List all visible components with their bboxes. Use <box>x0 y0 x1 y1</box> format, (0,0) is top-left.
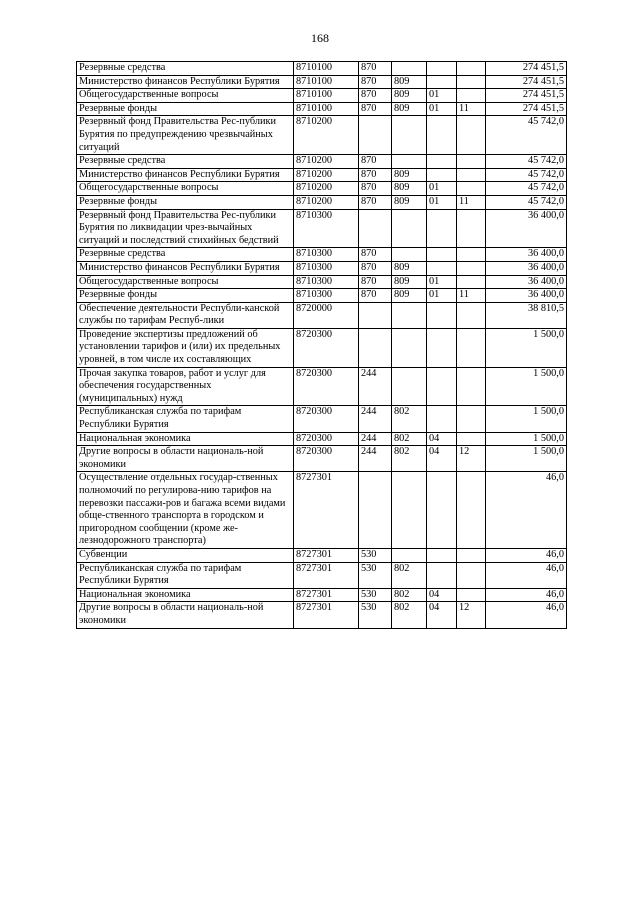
table-row <box>77 275 567 289</box>
ministry-code-cell: 802 <box>392 406 427 432</box>
row-name-cell: Резервные средства <box>77 62 294 76</box>
table-row <box>77 328 567 367</box>
table-row <box>77 446 567 472</box>
subsection-cell <box>457 209 486 248</box>
section-cell <box>427 548 457 562</box>
row-name-cell: Проведение экспертизы предложений об установлении тарифов и (или) их предельных уровней, в том числе их составляющих <box>77 328 294 367</box>
amount-cell: 36 400,0 <box>486 209 567 248</box>
amount-cell: 45 742,0 <box>486 116 567 155</box>
table-row <box>77 562 567 588</box>
table-row <box>77 89 567 103</box>
ministry-code-cell: 809 <box>392 75 427 89</box>
section-cell <box>427 261 457 275</box>
target-article-cell: 8710300 <box>294 261 359 275</box>
table-row <box>77 406 567 432</box>
section-cell <box>427 328 457 367</box>
section-cell: 01 <box>427 289 457 303</box>
expense-type-cell: 870 <box>359 248 392 262</box>
subsection-cell <box>457 367 486 406</box>
expense-type-cell: 870 <box>359 62 392 76</box>
table-row <box>77 367 567 406</box>
ministry-code-cell <box>392 62 427 76</box>
section-cell <box>427 75 457 89</box>
target-article-cell: 8710100 <box>294 62 359 76</box>
subsection-cell <box>457 302 486 328</box>
table-row <box>77 102 567 116</box>
expense-type-cell: 244 <box>359 432 392 446</box>
row-name-cell: Субвенции <box>77 548 294 562</box>
ministry-code-cell <box>392 328 427 367</box>
subsection-cell <box>457 328 486 367</box>
target-article-cell: 8727301 <box>294 472 359 549</box>
row-name-cell: Резервные фонды <box>77 289 294 303</box>
expense-type-cell: 244 <box>359 406 392 432</box>
row-name-cell: Республиканская служба по тарифам Республики Бурятия <box>77 562 294 588</box>
row-name-cell: Резервный фонд Правительства Рес-публики Бурятия по ликвидации чрез-вычайных ситуаций и последствий стихийных бедствий <box>77 209 294 248</box>
table-row <box>77 62 567 76</box>
subsection-cell <box>457 432 486 446</box>
expense-type-cell <box>359 328 392 367</box>
target-article-cell: 8720300 <box>294 406 359 432</box>
subsection-cell <box>457 75 486 89</box>
amount-cell: 1 500,0 <box>486 406 567 432</box>
amount-cell: 38 810,5 <box>486 302 567 328</box>
expense-type-cell: 870 <box>359 155 392 169</box>
expense-type-cell: 870 <box>359 275 392 289</box>
amount-cell: 274 451,5 <box>486 89 567 103</box>
expense-type-cell: 870 <box>359 168 392 182</box>
ministry-code-cell <box>392 472 427 549</box>
target-article-cell: 8720300 <box>294 328 359 367</box>
target-article-cell: 8710300 <box>294 209 359 248</box>
amount-cell: 36 400,0 <box>486 261 567 275</box>
expense-type-cell: 530 <box>359 562 392 588</box>
target-article-cell: 8727301 <box>294 548 359 562</box>
row-name-cell: Общегосударственные вопросы <box>77 182 294 196</box>
section-cell: 01 <box>427 195 457 209</box>
table-row <box>77 182 567 196</box>
expense-type-cell: 530 <box>359 548 392 562</box>
ministry-code-cell: 809 <box>392 195 427 209</box>
ministry-code-cell: 802 <box>392 602 427 628</box>
row-name-cell: Министерство финансов Республики Бурятия <box>77 75 294 89</box>
ministry-code-cell <box>392 302 427 328</box>
table-row <box>77 289 567 303</box>
subsection-cell <box>457 562 486 588</box>
expense-type-cell: 870 <box>359 102 392 116</box>
section-cell: 01 <box>427 182 457 196</box>
table-row <box>77 602 567 628</box>
ministry-code-cell <box>392 367 427 406</box>
table-row <box>77 472 567 549</box>
amount-cell: 46,0 <box>486 472 567 549</box>
expense-type-cell: 244 <box>359 367 392 406</box>
subsection-cell <box>457 116 486 155</box>
row-name-cell: Национальная экономика <box>77 588 294 602</box>
ministry-code-cell: 809 <box>392 168 427 182</box>
section-cell <box>427 209 457 248</box>
row-name-cell: Прочая закупка товаров, работ и услуг для обеспечения государственных (муниципальных) нужд <box>77 367 294 406</box>
amount-cell: 36 400,0 <box>486 289 567 303</box>
expense-type-cell <box>359 302 392 328</box>
expense-type-cell: 870 <box>359 261 392 275</box>
row-name-cell: Национальная экономика <box>77 432 294 446</box>
expense-type-cell <box>359 472 392 549</box>
subsection-cell <box>457 155 486 169</box>
table-row <box>77 168 567 182</box>
amount-cell: 45 742,0 <box>486 168 567 182</box>
section-cell: 01 <box>427 275 457 289</box>
subsection-cell: 11 <box>457 289 486 303</box>
amount-cell: 46,0 <box>486 548 567 562</box>
target-article-cell: 8720300 <box>294 367 359 406</box>
target-article-cell: 8727301 <box>294 602 359 628</box>
section-cell <box>427 406 457 432</box>
section-cell: 04 <box>427 588 457 602</box>
subsection-cell: 11 <box>457 195 486 209</box>
ministry-code-cell <box>392 155 427 169</box>
row-name-cell: Резервные фонды <box>77 102 294 116</box>
expense-type-cell: 244 <box>359 446 392 472</box>
row-name-cell: Резервные средства <box>77 155 294 169</box>
amount-cell: 274 451,5 <box>486 75 567 89</box>
section-cell <box>427 168 457 182</box>
ministry-code-cell <box>392 548 427 562</box>
target-article-cell: 8710100 <box>294 89 359 103</box>
subsection-cell <box>457 261 486 275</box>
row-name-cell: Осуществление отдельных государ-ственных полномочий по регулирова-нию тарифов на перевозки пассажи-ров и багажа всеми видами обще-ственного транспорта в городском и пригородном сообщении (кроме же-лезнодорожного транспорта) <box>77 472 294 549</box>
table-row <box>77 75 567 89</box>
table-row <box>77 248 567 262</box>
ministry-code-cell: 809 <box>392 261 427 275</box>
subsection-cell: 12 <box>457 446 486 472</box>
row-name-cell: Резервный фонд Правительства Рес-публики Бурятия по предупреждению чрезвычайных ситуаций <box>77 116 294 155</box>
table-body <box>77 62 567 629</box>
table-row <box>77 548 567 562</box>
section-cell <box>427 367 457 406</box>
table-row <box>77 155 567 169</box>
row-name-cell: Резервные фонды <box>77 195 294 209</box>
amount-cell: 1 500,0 <box>486 367 567 406</box>
ministry-code-cell: 802 <box>392 432 427 446</box>
subsection-cell: 12 <box>457 602 486 628</box>
section-cell: 01 <box>427 89 457 103</box>
section-cell <box>427 116 457 155</box>
amount-cell: 36 400,0 <box>486 248 567 262</box>
table-row <box>77 261 567 275</box>
ministry-code-cell <box>392 209 427 248</box>
ministry-code-cell <box>392 116 427 155</box>
target-article-cell: 8710100 <box>294 75 359 89</box>
budget-table <box>76 61 567 629</box>
subsection-cell: 11 <box>457 102 486 116</box>
expense-type-cell: 870 <box>359 89 392 103</box>
table-row <box>77 195 567 209</box>
section-cell <box>427 248 457 262</box>
target-article-cell: 8710200 <box>294 155 359 169</box>
section-cell: 04 <box>427 602 457 628</box>
section-cell <box>427 62 457 76</box>
subsection-cell <box>457 89 486 103</box>
expense-type-cell <box>359 209 392 248</box>
subsection-cell <box>457 406 486 432</box>
ministry-code-cell: 809 <box>392 102 427 116</box>
row-name-cell: Министерство финансов Республики Бурятия <box>77 261 294 275</box>
row-name-cell: Республиканская служба по тарифам Республики Бурятия <box>77 406 294 432</box>
expense-type-cell: 870 <box>359 75 392 89</box>
expense-type-cell: 530 <box>359 602 392 628</box>
amount-cell: 1 500,0 <box>486 432 567 446</box>
subsection-cell <box>457 182 486 196</box>
row-name-cell: Другие вопросы в области националь-ной экономики <box>77 446 294 472</box>
amount-cell: 46,0 <box>486 588 567 602</box>
amount-cell: 45 742,0 <box>486 182 567 196</box>
section-cell <box>427 155 457 169</box>
section-cell <box>427 472 457 549</box>
subsection-cell <box>457 472 486 549</box>
ministry-code-cell: 809 <box>392 289 427 303</box>
ministry-code-cell: 809 <box>392 182 427 196</box>
ministry-code-cell: 802 <box>392 446 427 472</box>
row-name-cell: Резервные средства <box>77 248 294 262</box>
target-article-cell: 8710300 <box>294 289 359 303</box>
row-name-cell: Общегосударственные вопросы <box>77 89 294 103</box>
table-row <box>77 588 567 602</box>
ministry-code-cell: 802 <box>392 588 427 602</box>
target-article-cell: 8710200 <box>294 182 359 196</box>
ministry-code-cell: 809 <box>392 89 427 103</box>
section-cell <box>427 562 457 588</box>
amount-cell: 1 500,0 <box>486 446 567 472</box>
subsection-cell <box>457 275 486 289</box>
amount-cell: 45 742,0 <box>486 195 567 209</box>
table-row <box>77 209 567 248</box>
subsection-cell <box>457 62 486 76</box>
amount-cell: 46,0 <box>486 562 567 588</box>
amount-cell: 36 400,0 <box>486 275 567 289</box>
section-cell: 04 <box>427 432 457 446</box>
page-number: 168 <box>311 31 329 45</box>
subsection-cell <box>457 588 486 602</box>
table-row <box>77 302 567 328</box>
row-name-cell: Министерство финансов Республики Бурятия <box>77 168 294 182</box>
amount-cell: 1 500,0 <box>486 328 567 367</box>
subsection-cell <box>457 548 486 562</box>
amount-cell: 46,0 <box>486 602 567 628</box>
target-article-cell: 8710100 <box>294 102 359 116</box>
target-article-cell: 8710300 <box>294 275 359 289</box>
ministry-code-cell: 809 <box>392 275 427 289</box>
ministry-code-cell <box>392 248 427 262</box>
row-name-cell: Другие вопросы в области националь-ной экономики <box>77 602 294 628</box>
target-article-cell: 8710200 <box>294 168 359 182</box>
target-article-cell: 8720000 <box>294 302 359 328</box>
section-cell: 04 <box>427 446 457 472</box>
amount-cell: 274 451,5 <box>486 62 567 76</box>
target-article-cell: 8727301 <box>294 588 359 602</box>
row-name-cell: Обеспечение деятельности Республи-канской службы по тарифам Респуб-лики <box>77 302 294 328</box>
expense-type-cell: 870 <box>359 195 392 209</box>
expense-type-cell <box>359 116 392 155</box>
row-name-cell: Общегосударственные вопросы <box>77 275 294 289</box>
target-article-cell: 8710200 <box>294 116 359 155</box>
target-article-cell: 8720300 <box>294 446 359 472</box>
expense-type-cell: 870 <box>359 182 392 196</box>
target-article-cell: 8710300 <box>294 248 359 262</box>
expense-type-cell: 530 <box>359 588 392 602</box>
target-article-cell: 8727301 <box>294 562 359 588</box>
table-row <box>77 432 567 446</box>
subsection-cell <box>457 248 486 262</box>
section-cell <box>427 302 457 328</box>
target-article-cell: 8720300 <box>294 432 359 446</box>
table-row <box>77 116 567 155</box>
subsection-cell <box>457 168 486 182</box>
ministry-code-cell: 802 <box>392 562 427 588</box>
amount-cell: 45 742,0 <box>486 155 567 169</box>
target-article-cell: 8710200 <box>294 195 359 209</box>
amount-cell: 274 451,5 <box>486 102 567 116</box>
section-cell: 01 <box>427 102 457 116</box>
expense-type-cell: 870 <box>359 289 392 303</box>
